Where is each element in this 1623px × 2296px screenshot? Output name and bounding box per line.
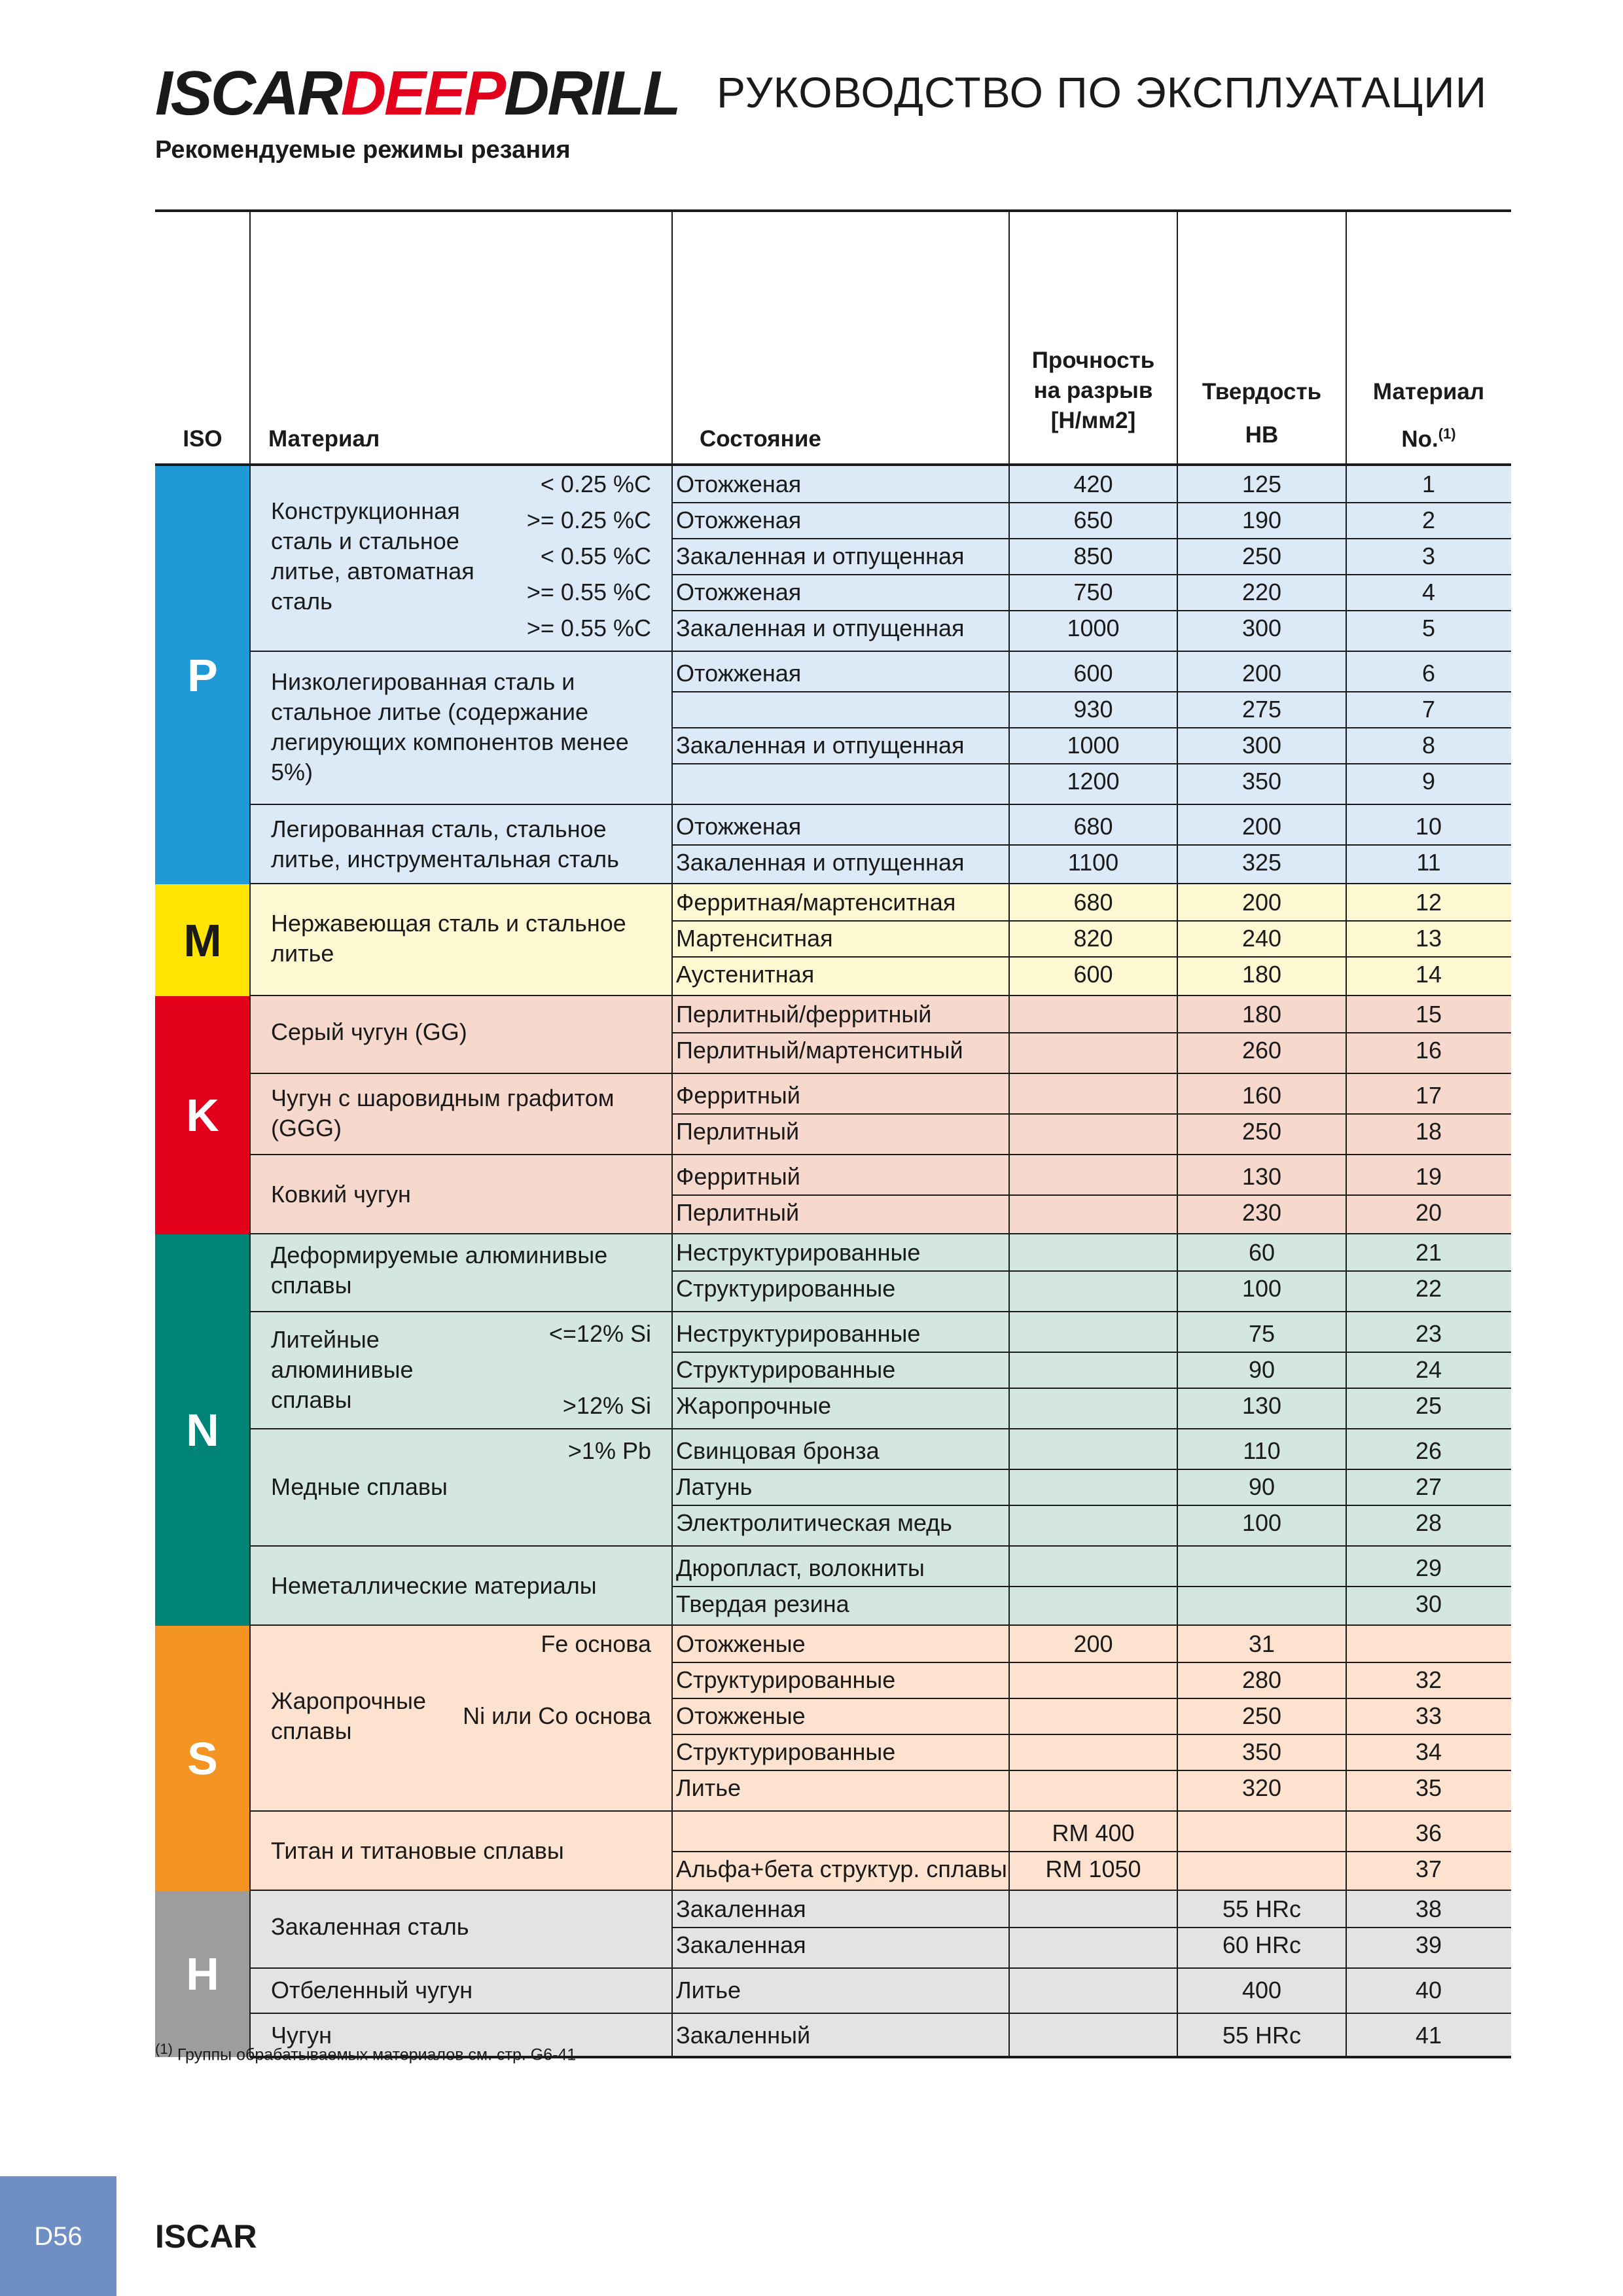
condition-cell: Закаленный — [676, 2021, 811, 2049]
material-separator — [250, 1073, 1511, 1074]
hardness-cell: 280 — [1241, 1666, 1282, 1693]
material-name: Жаропрочные сплавы — [271, 1687, 426, 1744]
material-name: Нержавеющая сталь и стальное литье — [271, 909, 626, 967]
material-number-cell: 18 — [1415, 1117, 1442, 1145]
hardness-cell: 60 — [1248, 1238, 1275, 1266]
header-matno-line1: Материал — [1372, 379, 1485, 404]
material-name: Чугун — [271, 2021, 332, 2049]
condition-cell: Закаленная и отпущенная — [676, 614, 965, 641]
hardness-cell: 240 — [1241, 924, 1282, 952]
page-number: D56 — [34, 2222, 82, 2251]
condition-cell: Отожженая — [676, 812, 802, 840]
material-number-cell: 25 — [1415, 1391, 1442, 1419]
material-separator — [250, 1545, 1511, 1547]
material-separator — [250, 651, 1511, 652]
material-subgroup: >1% Pb — [567, 1437, 651, 1464]
logo-iscar: ISCAR — [155, 58, 341, 128]
row-separator — [672, 1032, 1511, 1033]
condition-cell: Закаленная и отпущенная — [676, 542, 965, 569]
material-name: Медные сплавы — [271, 1473, 448, 1500]
material-number-cell: 12 — [1415, 888, 1442, 916]
condition-cell: Жаропрочные — [676, 1391, 831, 1419]
material-subgroup: <=12% Si — [548, 1319, 651, 1347]
condition-cell: Закаленная и отпущенная — [676, 848, 965, 876]
row-separator — [672, 1388, 1511, 1389]
material-number-cell: 19 — [1415, 1162, 1442, 1190]
condition-cell: Закаленная — [676, 1895, 806, 1922]
section-subtitle: Рекомендуемые режимы резания — [155, 136, 571, 164]
header-strength-line2: на разрыв — [1033, 378, 1153, 403]
hardness-cell: 250 — [1241, 1117, 1282, 1145]
condition-cell: Дюропласт, волокниты — [676, 1554, 925, 1581]
hardness-cell: 90 — [1248, 1355, 1275, 1383]
hardness-cell: 220 — [1241, 578, 1282, 605]
material-number-cell: 24 — [1415, 1355, 1442, 1383]
strength-cell: 420 — [1073, 470, 1113, 497]
cutting-data-table — [155, 209, 1511, 2049]
column-divider — [1346, 209, 1347, 2057]
strength-cell: 850 — [1073, 542, 1113, 569]
row-separator — [672, 1352, 1511, 1353]
condition-cell: Структурированные — [676, 1274, 896, 1302]
row-separator — [672, 1113, 1511, 1115]
material-number-cell: 20 — [1415, 1198, 1442, 1226]
header-hardness-line1: Твердость — [1202, 379, 1322, 404]
condition-cell: Электролитическая медь — [676, 1509, 952, 1536]
condition-cell: Ферритный — [676, 1081, 800, 1109]
hardness-cell: 250 — [1241, 1702, 1282, 1729]
condition-cell: Аустенитная — [676, 960, 815, 988]
row-separator — [672, 1927, 1511, 1928]
logo-deep: DEEP — [340, 58, 505, 128]
iso-P-letter: P — [187, 649, 218, 701]
iso-K-letter: K — [186, 1090, 219, 1141]
header-matno-line2 — [1346, 419, 1511, 455]
hardness-cell: 350 — [1241, 1738, 1282, 1765]
condition-cell: Закаленная — [676, 1931, 806, 1958]
condition-cell: Отожженая — [676, 659, 802, 687]
header-hardness-line2: HB — [1245, 422, 1279, 448]
row-separator — [672, 1770, 1511, 1771]
row-separator — [672, 610, 1511, 611]
condition-cell: Литье — [676, 1976, 741, 2003]
material-separator — [250, 804, 1511, 805]
row-separator — [672, 574, 1511, 575]
row-separator — [672, 1734, 1511, 1735]
material-number-cell: 28 — [1415, 1509, 1442, 1536]
material-number-cell: 21 — [1415, 1238, 1442, 1266]
condition-cell: Неструктурированные — [676, 1238, 921, 1266]
material-name: Легированная сталь, стальное литье, инструментальная сталь — [271, 816, 619, 872]
condition-cell: Структурированные — [676, 1355, 896, 1383]
hardness-cell: 100 — [1241, 1274, 1282, 1302]
strength-cell: 680 — [1073, 888, 1113, 916]
hardness-cell: 200 — [1241, 888, 1282, 916]
material-separator — [250, 1428, 1511, 1429]
iso-M-letter: M — [183, 914, 222, 966]
row-separator — [672, 727, 1511, 728]
condition-cell: Перлитный/ферритный — [676, 1000, 932, 1028]
hardness-cell: 325 — [1241, 848, 1282, 876]
material-number-cell: 15 — [1415, 1000, 1442, 1028]
hardness-cell: 130 — [1241, 1391, 1282, 1419]
hardness-cell: 60 HRc — [1222, 1931, 1302, 1958]
row-separator — [672, 1851, 1511, 1852]
row-separator — [672, 502, 1511, 503]
column-divider — [1177, 209, 1178, 2057]
material-number-cell: 3 — [1421, 542, 1436, 569]
footnote-marker: (1) — [155, 2041, 173, 2057]
material-number-cell: 5 — [1421, 614, 1436, 641]
strength-cell: 600 — [1073, 659, 1113, 687]
strength-cell: 600 — [1073, 960, 1113, 988]
material-subgroup: Ni или Co основа — [463, 1702, 651, 1729]
material-separator — [250, 1154, 1511, 1155]
header-matno-label: No. — [1401, 426, 1438, 452]
material-number-cell: 36 — [1415, 1819, 1442, 1846]
material-number-cell: 13 — [1415, 924, 1442, 952]
material-number-cell: 10 — [1415, 812, 1442, 840]
condition-cell: Перлитный — [676, 1117, 800, 1145]
row-separator — [672, 763, 1511, 764]
hardness-cell: 75 — [1248, 1319, 1275, 1347]
material-subgroup: Fe основа — [541, 1630, 651, 1657]
strength-cell: 1100 — [1067, 848, 1119, 876]
material-number-cell: 16 — [1415, 1036, 1442, 1064]
column-divider — [1008, 209, 1010, 2057]
material-subgroup: >= 0.55 %C — [526, 614, 651, 641]
condition-cell: Структурированные — [676, 1666, 896, 1693]
material-name: Отбеленный чугун — [271, 1976, 473, 2003]
material-number-cell: 40 — [1415, 1976, 1442, 2003]
header-strength-line3: [Н/мм2] — [1050, 408, 1136, 433]
condition-cell: Отожженые — [676, 1702, 806, 1729]
hardness-cell: 180 — [1241, 1000, 1282, 1028]
material-name: Конструкционная сталь и стальное литье, автоматная сталь — [271, 497, 474, 615]
hardness-cell: 300 — [1241, 731, 1282, 759]
strength-cell: 1000 — [1067, 731, 1120, 759]
material-number-cell: 4 — [1421, 578, 1436, 605]
material-number-cell: 29 — [1415, 1554, 1442, 1581]
row-separator — [672, 691, 1511, 692]
column-divider — [671, 209, 673, 2057]
condition-cell: Отожженая — [676, 578, 802, 605]
condition-cell: Закаленная и отпущенная — [676, 731, 965, 759]
condition-cell: Перлитный/мартенситный — [676, 1036, 963, 1064]
condition-cell: Отожженая — [676, 470, 802, 497]
condition-cell: Отожженая — [676, 506, 802, 533]
material-number-cell: 34 — [1415, 1738, 1442, 1765]
condition-cell: Отожженые — [676, 1630, 806, 1657]
strength-cell: 200 — [1073, 1630, 1113, 1657]
row-separator — [672, 1662, 1511, 1663]
hardness-cell: 130 — [1241, 1162, 1282, 1190]
material-name: Низколегированная сталь и стальное литье (содержание легирующих компонентов менее 5%) — [271, 668, 629, 785]
document-title: РУКОВОДСТВО ПО ЭКСПЛУАТАЦИИ — [717, 68, 1488, 117]
condition-cell: Твердая резина — [676, 1590, 849, 1617]
row-separator — [672, 1270, 1511, 1272]
hardness-cell: 55 HRc — [1222, 2021, 1302, 2049]
material-subgroup: < 0.25 %C — [540, 470, 651, 497]
iso-S-letter: S — [187, 1732, 218, 1784]
column-divider — [249, 209, 251, 2057]
material-separator — [250, 2013, 1511, 2014]
condition-cell: Ферритный — [676, 1162, 800, 1190]
hardness-cell: 400 — [1241, 1976, 1282, 2003]
strength-cell: 820 — [1073, 924, 1113, 952]
material-number-cell: 38 — [1415, 1895, 1442, 1922]
material-subgroup: < 0.55 %C — [540, 542, 651, 569]
strength-cell: 650 — [1073, 506, 1113, 533]
hardness-cell: 31 — [1248, 1630, 1275, 1657]
material-number-cell: 41 — [1415, 2021, 1442, 2049]
iso-N-letter: N — [186, 1405, 219, 1456]
material-name: Неметаллические материалы — [271, 1572, 597, 1599]
row-separator — [672, 538, 1511, 539]
material-name: Чугун с шаровидным графитом (GGG) — [271, 1085, 615, 1141]
row-separator — [672, 1698, 1511, 1699]
material-separator — [250, 1810, 1511, 1812]
condition-cell: Свинцовая бронза — [676, 1437, 880, 1464]
material-separator — [250, 1967, 1511, 1969]
header-condition: Состояние — [700, 426, 821, 452]
material-subgroup: >12% Si — [562, 1391, 651, 1419]
material-name: Закаленная сталь — [271, 1913, 469, 1940]
hardness-cell: 200 — [1241, 812, 1282, 840]
condition-cell: Неструктурированные — [676, 1319, 921, 1347]
row-separator — [672, 844, 1511, 846]
hardness-cell: 275 — [1241, 695, 1282, 723]
row-separator — [672, 1194, 1511, 1196]
material-number-cell: 23 — [1415, 1319, 1442, 1347]
footer-brand: ISCAR — [155, 2218, 257, 2255]
material-number-cell: 7 — [1421, 695, 1436, 723]
hardness-cell: 180 — [1241, 960, 1282, 988]
hardness-cell: 200 — [1241, 659, 1282, 687]
material-number-cell: 17 — [1415, 1081, 1442, 1109]
material-name: Деформируемые алюминивые сплавы — [271, 1242, 608, 1299]
material-name: Серый чугун (GG) — [271, 1018, 467, 1045]
hardness-cell: 320 — [1241, 1774, 1282, 1801]
hardness-cell: 260 — [1241, 1036, 1282, 1064]
strength-cell: 750 — [1073, 578, 1113, 605]
material-number-cell: 37 — [1415, 1855, 1442, 1882]
material-number-cell: 26 — [1415, 1437, 1442, 1464]
hardness-cell: 190 — [1241, 506, 1282, 533]
material-number-cell: 32 — [1415, 1666, 1442, 1693]
condition-cell: Структурированные — [676, 1738, 896, 1765]
hardness-cell: 100 — [1241, 1509, 1282, 1536]
material-subgroup: >= 0.55 %C — [526, 578, 651, 605]
material-number-cell: 8 — [1421, 731, 1436, 759]
material-number-cell: 6 — [1421, 659, 1436, 687]
material-name: Литейные алюминивые сплавы — [271, 1325, 414, 1413]
header-iso: ISO — [183, 426, 223, 452]
hardness-cell: 90 — [1248, 1473, 1275, 1500]
condition-cell: Ферритная/мартенситная — [676, 888, 956, 916]
row-separator — [672, 1469, 1511, 1470]
iso-H-letter: H — [186, 1948, 219, 2000]
condition-cell: Перлитный — [676, 1198, 800, 1226]
hardness-cell: 350 — [1241, 767, 1282, 795]
hardness-cell: 160 — [1241, 1081, 1282, 1109]
material-number-cell: 22 — [1415, 1274, 1442, 1302]
strength-cell: 930 — [1073, 695, 1113, 723]
header-strength-line1: Прочность — [1031, 348, 1155, 373]
header-material: Материал — [268, 426, 380, 452]
logo-drill: DRILL — [504, 58, 679, 128]
table-top-rule — [155, 209, 1511, 212]
row-separator — [672, 956, 1511, 958]
logo — [155, 58, 679, 128]
material-number-cell: 33 — [1415, 1702, 1442, 1729]
footnote-text: Группы обрабатываемых материалов см. стр. G6-41 — [177, 2045, 577, 2064]
hardness-cell: 55 HRc — [1222, 1895, 1302, 1922]
strength-cell: 1000 — [1067, 614, 1120, 641]
strength-cell: 680 — [1073, 812, 1113, 840]
material-number-cell: 35 — [1415, 1774, 1442, 1801]
material-number-cell: 27 — [1415, 1473, 1442, 1500]
condition-cell: Литье — [676, 1774, 741, 1801]
material-number-cell: 14 — [1415, 960, 1442, 988]
footnote — [155, 2041, 576, 2064]
material-number-cell: 1 — [1421, 470, 1436, 497]
hardness-cell: 125 — [1241, 470, 1282, 497]
condition-cell: Мартенситная — [676, 924, 833, 952]
material-number-cell: 9 — [1421, 767, 1436, 795]
material-number-cell: 30 — [1415, 1590, 1442, 1617]
row-separator — [672, 1505, 1511, 1506]
material-number-cell: 39 — [1415, 1931, 1442, 1958]
hardness-cell: 250 — [1241, 542, 1282, 569]
condition-cell: Альфа+бета структур. сплавы — [676, 1855, 1007, 1882]
hardness-cell: 230 — [1241, 1198, 1282, 1226]
strength-cell: RM 1050 — [1045, 1855, 1141, 1882]
material-number-cell: 2 — [1421, 506, 1436, 533]
material-name: Титан и титановые сплавы — [271, 1837, 564, 1864]
material-subgroup: >= 0.25 %C — [526, 506, 651, 533]
header-matno-footnote-marker: (1) — [1438, 425, 1456, 442]
hardness-cell: 300 — [1241, 614, 1282, 641]
row-separator — [672, 1586, 1511, 1587]
strength-cell: RM 400 — [1052, 1819, 1135, 1846]
material-number-cell: 11 — [1416, 848, 1441, 876]
hardness-cell: 110 — [1243, 1437, 1281, 1464]
row-separator — [672, 920, 1511, 922]
material-separator — [250, 1311, 1511, 1312]
condition-cell: Латунь — [676, 1473, 753, 1500]
strength-cell: 1200 — [1067, 767, 1120, 795]
material-name: Ковкий чугун — [271, 1181, 411, 1208]
